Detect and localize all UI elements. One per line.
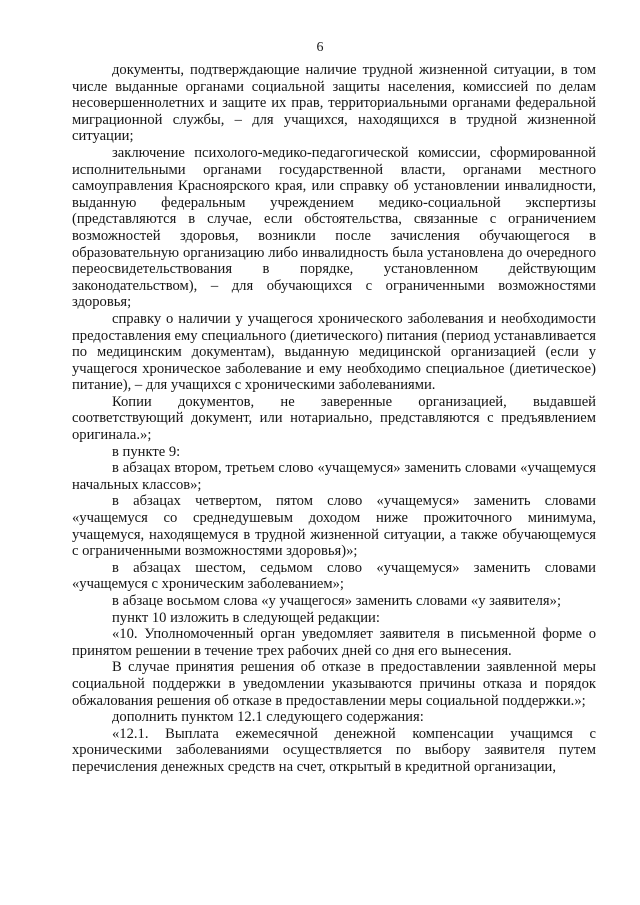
paragraph-item-10-intro: пункт 10 изложить в следующей редакции: [112, 609, 380, 626]
paragraph-document-copies: Копии документов, не заверенные организацией, выдавшей соответствующий документ, или нотариально, представляются с предъявлением оригинала.»; [72, 393, 596, 444]
paragraph-item-12-1-text: «12.1. Выплата ежемесячной денежной компенсации учащимся с хроническими заболеваниями осуществляется по выбору заявителя путем перечисления денежных средств на счет, открытый в кредитной организации, [72, 725, 596, 775]
paragraph-pmpk-conclusion: заключение психолого-медико-педагогической комиссии, сформированной исполнительными органами государственной власти, органами местного самоуправления Красноярского края, или справку об установлении инвалидности, выданную федеральным учреждением медико-социальной экспертизы (представляются в случае, если обстоятельства, связанные с ограничением возможностей здоровья, возникли после зачисления обучающегося в образовательную организацию либо инвалидность была установлена до очередного переосвидетельствования в порядке, установленном действующим законодательством), – для обучающихся с ограниченными возможностями здоровья; [72, 144, 596, 311]
paragraph-refusal-notice: В случае принятия решения об отказе в предоставлении заявленной меры социальной поддержки в уведомлении указываются причины отказа и порядок обжалования решения об отказе в предоставлении меры социальной поддержки.»; [72, 659, 596, 709]
page-number: 6 [316, 40, 324, 55]
paragraph-abzats-8: в абзаце восьмом слова «у учащегося» заменить словами «у заявителя»; [112, 593, 561, 609]
document-body [72, 62, 596, 776]
paragraph-abzats-6-7: в абзацах шестом, седьмом слово «учащемуся» заменить словами «учащемуся с хроническим заболеванием»; [72, 559, 596, 593]
paragraph-chronic-disease-certificate: справку о наличии у учащегося хронического заболевания и необходимости предоставления ему специального (диетического) питания (период устанавливается по медицинским документам), выданную медицинской организацией (если у учащегося хроническое заболевание и ему необходимо специальное (диетическое) питание), – для учащихся с хроническими заболеваниями. [72, 310, 596, 394]
paragraph-abzats-2-3: в абзацах втором, третьем слово «учащемуся» заменить словами «учащемуся начальных классов»; [72, 460, 596, 493]
paragraph-abzats-4-5: в абзацах четвертом, пятом слово «учащемуся» заменить словами «учащемуся со среднедушевым доходом ниже прожиточного минимума, учащемуся, находящемуся в трудной жизненной ситуации, а также обучающемуся с ограниченными возможностями здоровья)»; [72, 493, 596, 560]
paragraph-item-9: в пункте 9: [112, 443, 181, 460]
paragraph-item-10-text: «10. Уполномоченный орган уведомляет заявителя в письменной форме о принятом решении в течение трех рабочих дней со дня его вынесения. [72, 626, 596, 659]
paragraph-documents-difficult-situation: документы, подтверждающие наличие трудной жизненной ситуации, в том числе выданные органами социальной защиты населения, комиссией по делам несовершеннолетних и защите их прав, территориальными органами федеральной миграционной службы, – для учащихся, находящихся в трудной жизненной ситуации; [72, 62, 596, 145]
paragraph-item-12-1-intro: дополнить пунктом 12.1 следующего содержания: [112, 709, 424, 726]
